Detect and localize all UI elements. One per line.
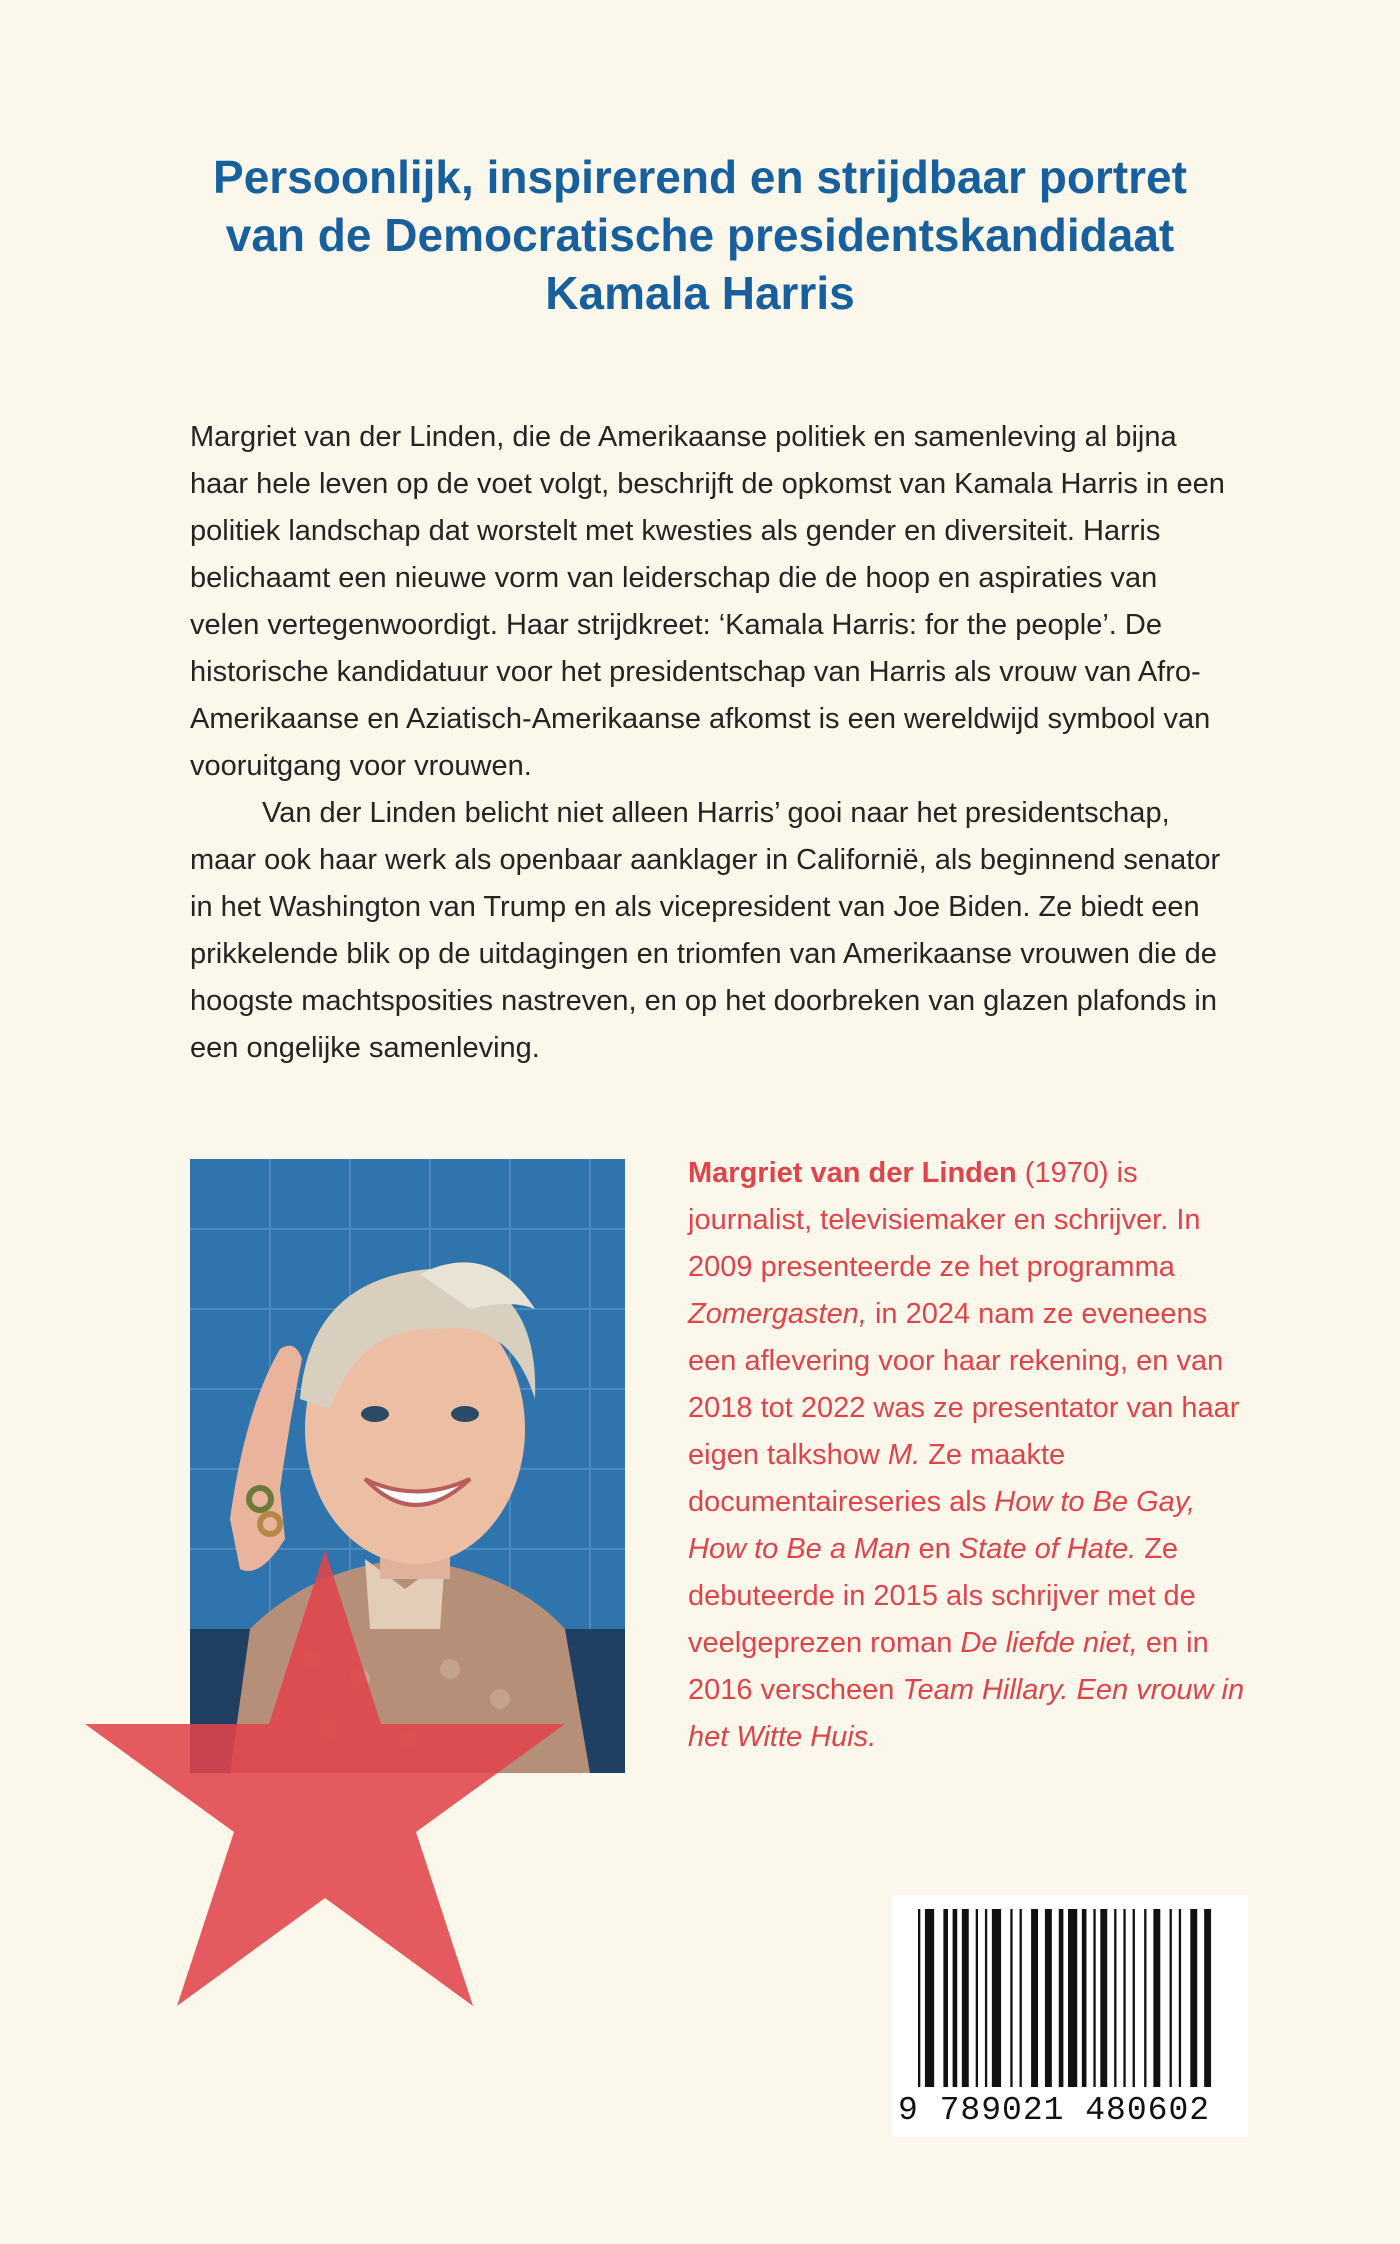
barcode-bar bbox=[1123, 1909, 1125, 2087]
bio-title-zomergasten: Zomergasten, bbox=[688, 1298, 867, 1330]
barcode-bar bbox=[1010, 1909, 1012, 2087]
barcode-bar bbox=[1031, 1909, 1038, 2087]
book-blurb bbox=[190, 414, 1230, 1072]
barcode-bar bbox=[1093, 1909, 1095, 2087]
barcode-bar bbox=[1144, 1909, 1146, 2087]
barcode-bar bbox=[953, 1909, 958, 2087]
isbn-number: 9 789021 480602 bbox=[898, 2092, 1211, 2129]
barcode-bar bbox=[1068, 1909, 1077, 2087]
barcode-bar bbox=[943, 1909, 948, 2087]
red-star-icon bbox=[85, 1550, 565, 2006]
bio-title-team-hillary: Team Hillary. Een vrouw in het Witte Huis. bbox=[688, 1674, 1245, 1753]
bio-title-state-of-hate: State of Hate. bbox=[958, 1533, 1137, 1565]
barcode-bar bbox=[1133, 1909, 1135, 2087]
isbn-barcode bbox=[892, 1895, 1248, 2137]
barcode-bar bbox=[1170, 1909, 1172, 2087]
barcode-bar bbox=[1179, 1909, 1181, 2087]
bio-text-3: Ze maakte documentaireseries als bbox=[688, 1439, 1066, 1518]
headline-line-1: Persoonlijk, inspirerend en strijdbaar portret bbox=[213, 151, 1187, 203]
barcode-bar bbox=[918, 1909, 920, 2087]
barcode-bar bbox=[1082, 1909, 1087, 2087]
bio-text-4: en bbox=[910, 1533, 959, 1565]
barcode-bar bbox=[925, 1909, 934, 2087]
barcode-bar bbox=[1100, 1909, 1107, 2087]
barcode-bar bbox=[1204, 1909, 1211, 2087]
headline-line-2: van de Democratische presidentskandidaat bbox=[225, 209, 1175, 261]
barcode-bar bbox=[1020, 1909, 1022, 2087]
barcode-bars bbox=[918, 1909, 1222, 2087]
author-bio bbox=[688, 1150, 1248, 1761]
barcode-bar bbox=[1045, 1909, 1052, 2087]
blurb-paragraph-1: Margriet van der Linden, die de Amerikaanse politiek en samenleving al bijna haar hele leven op de voet volgt, beschrijft de opkomst van Kamala Harris in een politiek landschap dat worstelt met kwesties als gender en diversiteit. Harris belichaamt een nieuwe vorm van leiderschap die de hoop en aspiraties van velen vertegenwoordigt. Haar strijdkreet: ‘Kamala Harris: for the people’. De historische kandidatuur voor het presidentschap van Harris als vrouw van Afro-Amerikaanse en Aziatisch-Amerikaanse afkomst is een wereldwijd symbool van vooruitgang voor vrouwen. bbox=[190, 421, 1225, 782]
bio-title-how-to-be-gay: How to Be Gay, bbox=[994, 1486, 1196, 1518]
barcode-bar bbox=[1114, 1909, 1116, 2087]
barcode-bar bbox=[962, 1909, 969, 2087]
headline bbox=[120, 148, 1280, 322]
barcode-bar bbox=[985, 1909, 987, 2087]
bio-title-de-liefde-niet: De liefde niet, bbox=[960, 1627, 1138, 1659]
bio-text-2: in 2024 nam ze eveneens een aflevering voor haar rekening, en van 2018 tot 2022 was ze presentator van haar eigen talkshow bbox=[688, 1298, 1240, 1471]
bio-text-1: (1970) is journalist, televisiemaker en schrijver. In 2009 presenteerde ze het programma bbox=[688, 1157, 1201, 1283]
bio-text-5: Ze debuteerde in 2015 als schrijver met de veelgeprezen roman bbox=[688, 1533, 1196, 1659]
barcode-bar bbox=[1190, 1909, 1197, 2087]
barcode-bar bbox=[1059, 1909, 1064, 2087]
blurb-paragraph-2: Van der Linden belicht niet alleen Harris’ gooi naar het presidentschap, maar ook haar werk als openbaar aanklager in Californië, als beginnend senator in het Washington van Trump en als vicepresident van Joe Biden. Ze biedt een prikkelende blik op de uitdagingen en triomfen van Amerikaanse vrouwen die de hoogste machtsposities nastreven, en op het doorbreken van glazen plafonds in een ongelijke samenleving. bbox=[190, 797, 1221, 1064]
barcode-bar bbox=[976, 1909, 978, 2087]
headline-line-3: Kamala Harris bbox=[545, 267, 855, 319]
bio-text-6: en in 2016 verscheen bbox=[688, 1627, 1209, 1706]
bio-title-how-to-be-a-man: How to Be a Man bbox=[688, 1533, 911, 1565]
author-name: Margriet van der Linden bbox=[688, 1157, 1017, 1189]
barcode-bar bbox=[992, 1909, 1001, 2087]
barcode-bar bbox=[1153, 1909, 1160, 2087]
bio-title-m: M. bbox=[887, 1439, 921, 1471]
